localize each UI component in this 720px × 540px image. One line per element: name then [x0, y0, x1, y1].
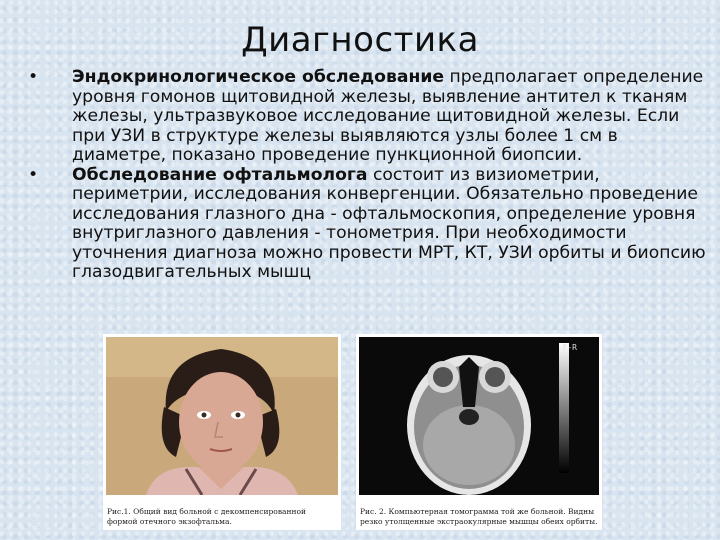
patient-photo-graphic [106, 337, 338, 495]
bullet-list [28, 68, 708, 283]
ct-scan-image [359, 337, 599, 495]
bullet-text: состоит из визиометрии, периметрии, исследования конвергенции. Обязательно проведение исследования глазного дна - офтальмоскопия, определение уровня внутриглазного давления - тонометрия. При необходимости уточнения диагноза можно провести МРТ, КТ, УЗИ орбиты и биопсию глазодвигательных мышц [72, 164, 706, 282]
ct-orientation-label: F-R [562, 343, 577, 352]
bullet-marker: • [28, 67, 39, 87]
ct-scan-graphic [359, 337, 599, 495]
ct-scan-caption: Рис. 2. Компьютерная томограмма той же больной. Видны резко утолщенные экстраокулярные мышцы обеих орбиты. [360, 507, 598, 526]
patient-photo [106, 337, 338, 495]
ct-scan-figure [356, 334, 602, 530]
slide-title: Диагностика [241, 20, 479, 60]
bullet-ophthalmology [28, 166, 708, 283]
patient-photo-caption: Рис.1. Общий вид больной с декомпенсированной формой отечного экзофтальма. [107, 507, 307, 526]
bullet-heading: Эндокринологическое обследование [72, 67, 445, 87]
bullet-text: предполагает определение уровня гомонов щитовидной железы, выявление антител к тканям железы, ультразвуковое исследование щитовидной железы. Если при УЗИ в структуре железы выявляются узлы более 1 см в диаметре, показано проведение пункционной биопсии. [72, 67, 704, 165]
bullet-endocrinology [28, 68, 708, 166]
bullet-heading: Обследование офтальмолога [72, 164, 368, 185]
patient-photo-figure [103, 334, 341, 530]
bullet-marker: • [28, 164, 39, 185]
